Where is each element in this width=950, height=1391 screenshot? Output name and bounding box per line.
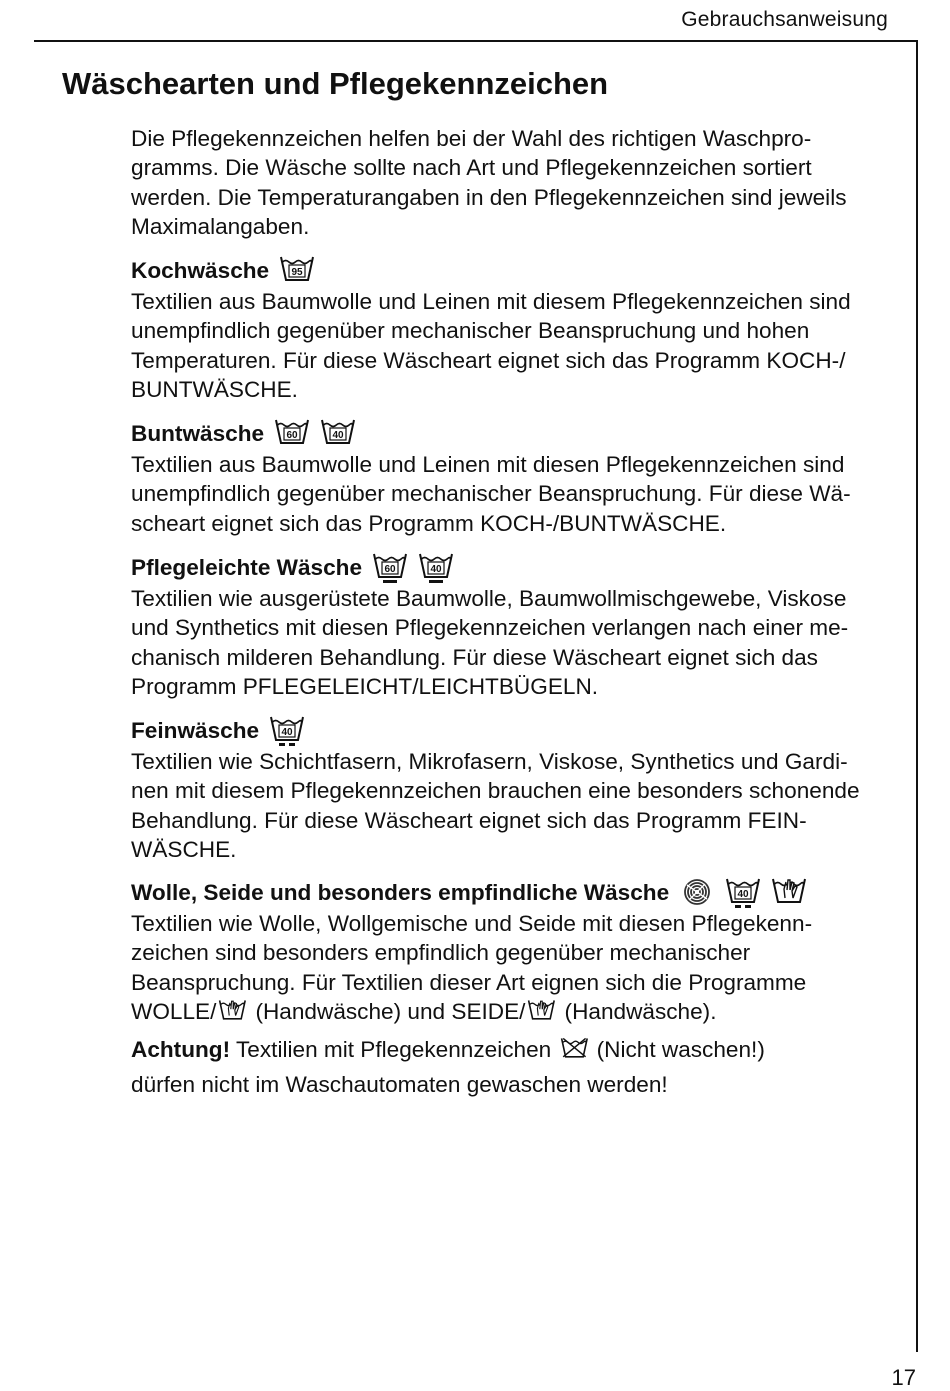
hand-wash-icon [218, 998, 247, 1033]
text-segment: (Handwäsche). [558, 999, 717, 1025]
page-number: 17 [891, 1365, 916, 1390]
intro-paragraph [131, 124, 847, 242]
section-5 [131, 877, 812, 1033]
section-heading [131, 715, 860, 747]
wash-tub-60-icon [274, 417, 310, 451]
text-line: WÄSCHE. [131, 837, 237, 863]
header-rule [34, 40, 918, 42]
text-line: dürfen nicht im Waschautomaten gewaschen werden! [131, 1072, 668, 1098]
wool-mark-icon [679, 876, 715, 910]
section-2 [131, 418, 851, 538]
warning-paragraph [131, 1035, 765, 1100]
text-segment: (Handwäsche) und SEIDE/ [249, 999, 526, 1025]
text-line: Textilien wie ausgerüstete Baumwolle, Baumwollmischgewebe, Viskose [131, 586, 847, 611]
wash-tub-40-icon [418, 551, 454, 585]
text-segment: WOLLE/ [131, 999, 217, 1025]
icon-temperature: 95 [291, 267, 303, 278]
heading-text: Buntwäsche [131, 421, 265, 447]
text-line: unempfindlich gegenüber mechanischer Beanspruchung. Für diese Wä- [131, 481, 851, 507]
text-line: Textilien wie Wolle, Wollgemische und Seide mit diesen Pflegekenn- [131, 911, 813, 936]
text-line: Textilien wie Schichtfasern, Mikrofasern, Viskose, Synthetics und Gardi- [131, 749, 848, 774]
do-not-wash-icon [560, 1036, 589, 1071]
icon-temperature: 40 [430, 564, 442, 575]
heading-text: Wolle, Seide und besonders empfindliche Wäsche [131, 880, 670, 906]
page-title: Wäschearten und Pflegekennzeichen [62, 66, 609, 101]
icon-temperature: 60 [384, 564, 396, 575]
text-line: Temperaturen. Für diese Wäscheart eignet sich das Programm KOCH-/ [131, 347, 846, 373]
text-segment: Textilien mit Pflegekennzeichen [230, 1037, 558, 1062]
text-line: Beanspruchung. Für Textilien dieser Art eignen sich die Programme [131, 969, 807, 995]
text-line: BUNTWÄSCHE. [131, 377, 298, 403]
section-1 [131, 255, 851, 405]
running-header: Gebrauchsanweisung [681, 8, 888, 31]
text-line: werden. Die Temperaturangaben in den Pflegekennzeichen sind jeweils [131, 184, 847, 210]
section-heading [131, 877, 812, 909]
text-line: Textilien aus Baumwolle und Leinen mit diesem Pflegekennzeichen sind [131, 289, 851, 314]
text-line: chanisch milderen Behandlung. Für diese Wäscheart eignet sich das [131, 644, 818, 670]
wash-tub-40-icon [320, 417, 356, 451]
icon-temperature: 40 [332, 430, 344, 441]
heading-text: Feinwäsche [131, 718, 260, 744]
section-3 [131, 552, 848, 702]
hand-wash-icon [527, 998, 556, 1033]
text-line: Die Pflegekennzeichen helfen bei der Wahl des richtigen Waschpro- [131, 126, 812, 151]
section-heading [131, 552, 848, 584]
hand-wash-icon [771, 876, 807, 910]
text-line: zeichen sind besonders empfindlich gegenüber mechanischer [131, 940, 751, 966]
section-heading [131, 255, 851, 287]
section-heading [131, 418, 851, 450]
text-line: scheart eignet sich das Programm KOCH-/BUNTWÄSCHE. [131, 510, 727, 536]
text-line: Programm PFLEGELEICHT/LEICHTBÜGELN. [131, 674, 599, 700]
text-line: und Synthetics mit diesen Pflegekennzeichen verlangen nach einer me- [131, 615, 849, 641]
text-line: Textilien aus Baumwolle und Leinen mit diesen Pflegekennzeichen sind [131, 452, 845, 477]
section-4 [131, 715, 860, 865]
text-line [131, 997, 812, 1032]
text-line: Behandlung. Für diese Wäscheart eignet sich das Programm FEIN- [131, 807, 807, 833]
wash-tub-40-icon [269, 714, 305, 748]
text-line [131, 1035, 765, 1070]
heading-text: Kochwäsche [131, 258, 270, 284]
text-line: Maximalangaben. [131, 214, 310, 240]
text-line: unempfindlich gegenüber mechanischer Beanspruchung und hohen [131, 318, 810, 344]
icon-temperature: 40 [281, 727, 293, 738]
text-segment: (Nicht waschen!) [590, 1037, 765, 1062]
wash-tub-60-icon [372, 551, 408, 585]
warning-label: Achtung! [131, 1037, 231, 1062]
text-line: nen mit diesem Pflegekennzeichen brauchen eine besonders schonende [131, 778, 860, 804]
icon-temperature: 40 [737, 889, 749, 900]
icon-temperature: 60 [286, 430, 298, 441]
wash-tub-95-icon [279, 254, 315, 288]
text-line: gramms. Die Wäsche sollte nach Art und Pflegekennzeichen sortiert [131, 155, 812, 181]
heading-text: Pflegeleichte Wäsche [131, 555, 363, 581]
margin-rule [916, 40, 918, 1352]
wash-tub-40-icon [725, 876, 761, 910]
